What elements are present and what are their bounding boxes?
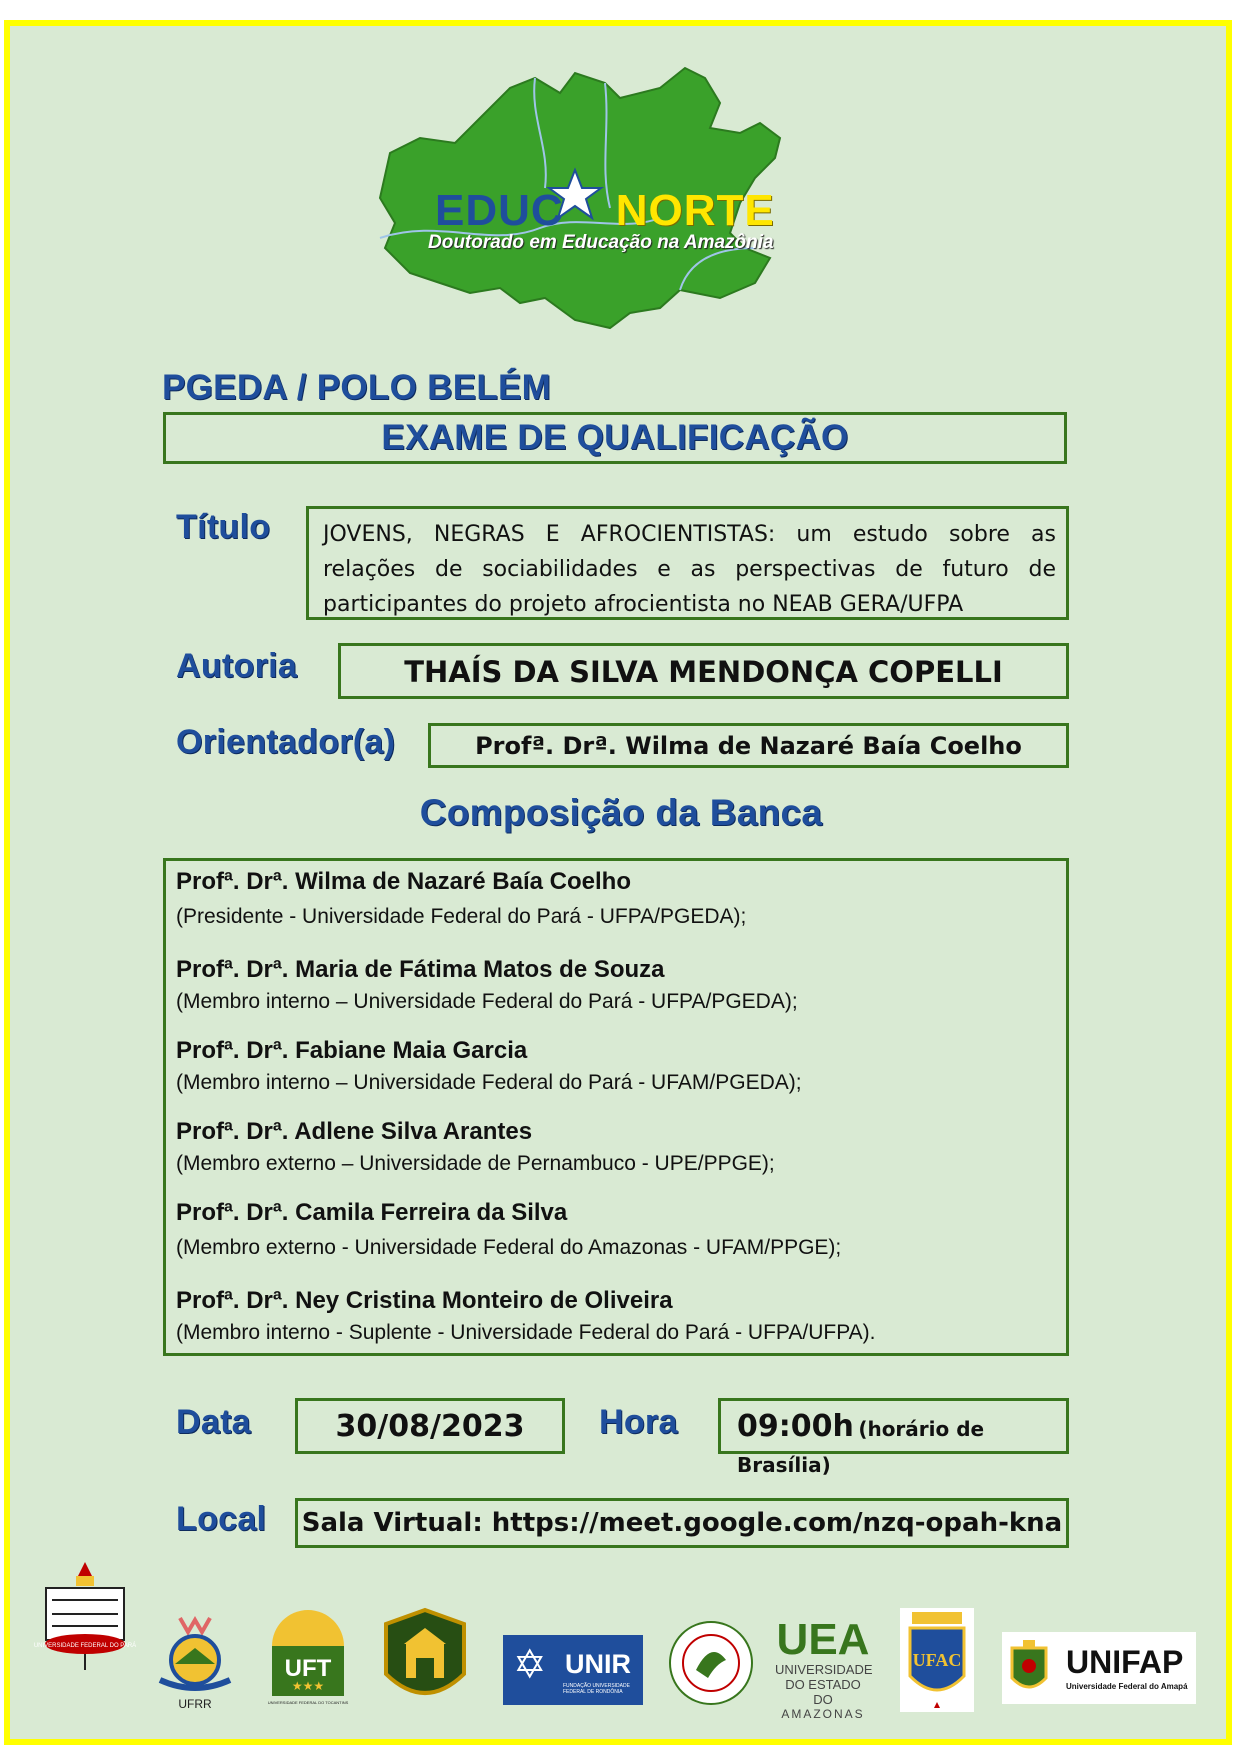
ufopa-logo-icon: [378, 1604, 472, 1716]
local-box: [295, 1498, 1069, 1548]
banca-box: [163, 858, 1069, 1356]
orientador-value: Profª. Drª. Wilma de Nazaré Baía Coelho: [475, 732, 1022, 760]
member-role: (Membro interno - Suplente - Universidade Federal do Pará - UFPA/UFPA).: [176, 1321, 876, 1344]
member-role: (Presidente - Universidade Federal do Pará - UFPA/PGEDA);: [176, 905, 747, 928]
ufrr-logo-icon: [150, 1614, 240, 1712]
member-name: Profª. Drª. Camila Ferreira da Silva: [176, 1199, 568, 1226]
ufac-logo-text: UFAC: [912, 1650, 962, 1670]
member-role: (Membro interno – Universidade Federal do Pará - UFAM/PGEDA);: [176, 1071, 802, 1094]
uft-logo-sub: UNIVERSIDADE FEDERAL DO TOCANTINS: [267, 1700, 349, 1705]
banca-heading: Composição da Banca: [419, 792, 823, 833]
autoria-value: THAÍS DA SILVA MENDONÇA COPELLI: [404, 655, 1003, 689]
titulo-label: Título: [176, 508, 271, 546]
banca-member: [176, 1118, 775, 1176]
ufam-logo-icon: [668, 1620, 754, 1706]
banca-member: [176, 1287, 876, 1345]
logo-title: [435, 186, 775, 236]
orientador-box: [428, 723, 1069, 768]
data-label: Data: [176, 1403, 251, 1441]
event-title-box: [163, 412, 1067, 464]
logo-title-part2: NORTE: [615, 186, 775, 235]
logo-title-part1: EDUC: [435, 186, 564, 235]
uea-logo: [775, 1615, 873, 1721]
member-role: (Membro externo – Universidade de Pernambuco - UPE/PPGE);: [176, 1152, 775, 1175]
unifap-logo-text: UNIFAP: [1066, 1644, 1184, 1680]
member-name: Profª. Drª. Wilma de Nazaré Baía Coelho: [176, 868, 631, 895]
uea-logo-sub2: DO ESTADO DO: [785, 1677, 861, 1707]
banca-member: [176, 956, 798, 1014]
ufac-logo-icon: [898, 1606, 976, 1714]
uea-logo-sub3: AMAZONAS: [781, 1707, 865, 1721]
event-title: EXAME DE QUALIFICAÇÃO: [381, 418, 849, 457]
logo-subtitle: Doutorado em Educação na Amazônia: [428, 232, 774, 253]
ufpa-logo-icon: [33, 1560, 137, 1672]
hora-label: Hora: [599, 1403, 678, 1441]
unir-logo-sub: FUNDAÇÃO UNIVERSIDADE FEDERAL DE RONDÔNIA: [563, 1683, 630, 1695]
uea-logo-text: UEA: [776, 1615, 870, 1664]
hora-value: 09:00h: [737, 1409, 854, 1444]
hora-box: [718, 1398, 1069, 1477]
member-name: Profª. Drª. Fabiane Maia Garcia: [176, 1037, 528, 1064]
member-name: Profª. Drª. Ney Cristina Monteiro de Oliveira: [176, 1287, 673, 1314]
uea-logo-sub1: UNIVERSIDADE: [775, 1662, 873, 1677]
uft-logo-text: UFT: [284, 1655, 332, 1682]
svg-text:★★★: ★★★: [291, 1679, 325, 1693]
unir-star-icon: ✡: [513, 1642, 547, 1688]
ufpa-logo-text: UNIVERSIDADE FEDERAL DO PARÁ: [33, 1643, 137, 1649]
hora-note: (horário de Brasília): [737, 1417, 985, 1477]
data-box: [295, 1398, 565, 1454]
autoria-box: [338, 643, 1069, 699]
local-value: Sala Virtual: https://meet.google.com/nzq-opah-kna: [301, 1508, 1063, 1538]
unifap-logo: [1002, 1632, 1196, 1704]
unifap-logo-sub: Universidade Federal do Amapá: [1066, 1682, 1188, 1691]
titulo-box: [306, 506, 1069, 620]
banca-member: [176, 1037, 802, 1095]
banca-member: [176, 868, 746, 929]
member-name: Profª. Drª. Maria de Fátima Matos de Souza: [176, 956, 665, 983]
member-role: (Membro interno – Universidade Federal do Pará - UFPA/PGEDA);: [176, 990, 798, 1013]
titulo-value: JOVENS, NEGRAS E AFROCIENTISTAS: um estudo sobre as relações de sociabilidades e as perspectivas de futuro de participantes do projeto afrocientista no NEAB GERA/UFPA: [323, 522, 1056, 617]
banca-member: [176, 1199, 841, 1260]
unifap-emblem-icon: [1008, 1638, 1050, 1698]
unir-logo-text: UNIR: [565, 1649, 631, 1679]
data-value: 30/08/2023: [335, 1409, 525, 1444]
orientador-label: Orientador(a): [176, 723, 396, 761]
member-name: Profª. Drª. Adlene Silva Arantes: [176, 1118, 533, 1145]
member-role: (Membro externo - Universidade Federal do Amazonas - UFAM/PPGE);: [176, 1236, 842, 1259]
program-heading: PGEDA / POLO BELÉM: [162, 368, 552, 407]
ufrr-logo-text: UFRR: [178, 1697, 212, 1711]
uft-logo-icon: [266, 1610, 350, 1708]
unir-logo: [503, 1635, 643, 1705]
autoria-label: Autoria: [176, 647, 298, 685]
local-label: Local: [176, 1500, 267, 1538]
